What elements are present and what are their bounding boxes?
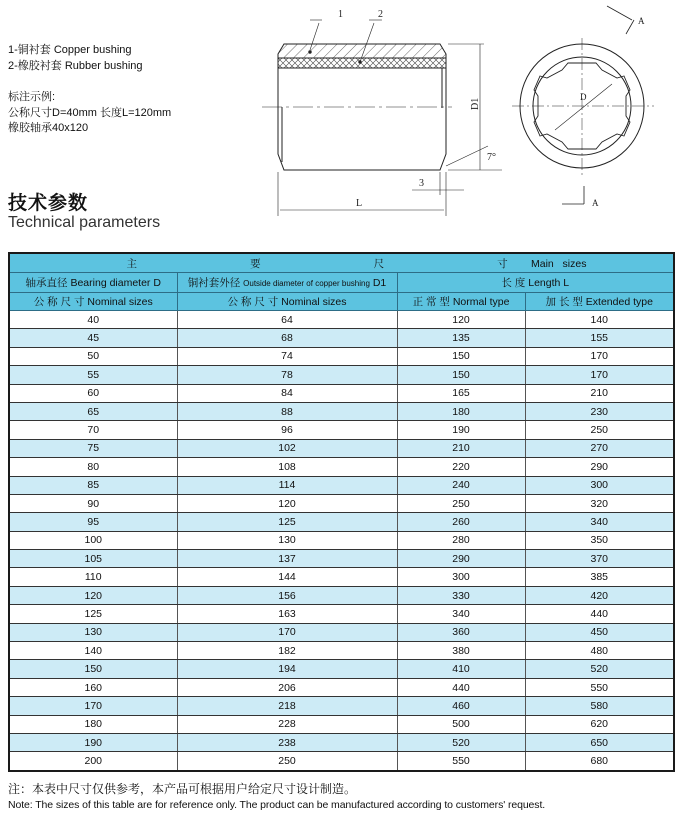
cell-extended-length: 230 [525, 402, 674, 420]
table-body [9, 311, 674, 771]
side-view [262, 20, 502, 216]
table-row [9, 366, 674, 384]
cell-extended-length: 550 [525, 678, 674, 696]
table-row [9, 458, 674, 476]
cell-extended-length: 520 [525, 660, 674, 678]
header-row-3 [9, 293, 674, 311]
header-main-en-1: Main [531, 257, 554, 270]
example-line-2: 橡胶轴承40x120 [8, 122, 89, 134]
end-view [512, 6, 654, 204]
cell-normal-length: 550 [397, 752, 525, 771]
cell-normal-length: 240 [397, 476, 525, 494]
cell-outside-diameter: 170 [177, 623, 397, 641]
table-row [9, 494, 674, 512]
technical-parameters-table [8, 252, 675, 772]
table-row [9, 752, 674, 771]
cell-extended-length: 300 [525, 476, 674, 494]
cell-extended-length: 320 [525, 494, 674, 512]
cell-normal-length: 380 [397, 642, 525, 660]
cell-extended-length: 680 [525, 752, 674, 771]
cell-extended-length: 250 [525, 421, 674, 439]
header-extended-type: 加 长 型 Extended type [525, 293, 674, 311]
cell-outside-diameter: 194 [177, 660, 397, 678]
cell-extended-length: 140 [525, 311, 674, 329]
cell-extended-length: 480 [525, 642, 674, 660]
cell-bearing-diameter: 65 [9, 402, 177, 420]
cell-bearing-diameter: 140 [9, 642, 177, 660]
callout-2: 2 [378, 9, 383, 20]
cell-bearing-diameter: 100 [9, 531, 177, 549]
cell-bearing-diameter: 120 [9, 586, 177, 604]
cell-bearing-diameter: 130 [9, 623, 177, 641]
example-heading: 标注示例: [8, 91, 56, 103]
cell-outside-diameter: 238 [177, 733, 397, 751]
cell-outside-diameter: 218 [177, 697, 397, 715]
cell-normal-length: 180 [397, 402, 525, 420]
table-row [9, 715, 674, 733]
dim-d1-label: D1 [470, 97, 481, 110]
section-title-cn: 技术参数 [8, 193, 89, 214]
cell-extended-length: 170 [525, 347, 674, 365]
header-outside-diameter [177, 273, 397, 293]
cell-outside-diameter: 84 [177, 384, 397, 402]
cell-outside-diameter: 137 [177, 550, 397, 568]
section-mark-top: A [638, 16, 645, 26]
table-row [9, 605, 674, 623]
table-row [9, 568, 674, 586]
cell-extended-length: 620 [525, 715, 674, 733]
cell-outside-diameter: 156 [177, 586, 397, 604]
table-row [9, 660, 674, 678]
cell-extended-length: 270 [525, 439, 674, 457]
cell-outside-diameter: 108 [177, 458, 397, 476]
cell-bearing-diameter: 90 [9, 494, 177, 512]
cell-extended-length: 350 [525, 531, 674, 549]
table-row [9, 550, 674, 568]
cell-normal-length: 120 [397, 311, 525, 329]
cell-outside-diameter: 64 [177, 311, 397, 329]
table-row [9, 476, 674, 494]
cell-bearing-diameter: 75 [9, 439, 177, 457]
callout-1: 1 [338, 9, 343, 20]
cell-normal-length: 330 [397, 586, 525, 604]
header-bearing-diameter: 轴承直径 Bearing diameter D [9, 273, 177, 293]
table-row [9, 421, 674, 439]
cell-normal-length: 250 [397, 494, 525, 512]
cell-extended-length: 170 [525, 366, 674, 384]
bushing-technical-drawing [262, 0, 680, 222]
dim-3-label: 3 [419, 178, 424, 189]
cell-bearing-diameter: 60 [9, 384, 177, 402]
example-line-1: 公称尺寸D=40mm 长度L=120mm [8, 106, 172, 119]
cell-outside-diameter: 78 [177, 366, 397, 384]
cell-extended-length: 440 [525, 605, 674, 623]
cell-normal-length: 340 [397, 605, 525, 623]
cell-extended-length: 340 [525, 513, 674, 531]
cell-bearing-diameter: 150 [9, 660, 177, 678]
table-row [9, 697, 674, 715]
table-row [9, 439, 674, 457]
cell-normal-length: 220 [397, 458, 525, 476]
cell-outside-diameter: 206 [177, 678, 397, 696]
cell-extended-length: 650 [525, 733, 674, 751]
cell-bearing-diameter: 160 [9, 678, 177, 696]
section-mark-bottom: A [592, 198, 599, 208]
table-row [9, 642, 674, 660]
cell-bearing-diameter: 105 [9, 550, 177, 568]
cell-normal-length: 520 [397, 733, 525, 751]
table-row [9, 678, 674, 696]
parts-legend [8, 42, 143, 74]
cell-normal-length: 440 [397, 678, 525, 696]
cell-extended-length: 450 [525, 623, 674, 641]
header-main-char-4: 寸 [497, 257, 508, 270]
cell-bearing-diameter: 110 [9, 568, 177, 586]
cell-bearing-diameter: 70 [9, 421, 177, 439]
header-outside-diameter-cn: 铜衬套外径 [187, 277, 241, 289]
legend-item-copper-bushing: 1-铜衬套 Copper bushing [8, 44, 132, 56]
cell-extended-length: 420 [525, 586, 674, 604]
cell-normal-length: 500 [397, 715, 525, 733]
cell-outside-diameter: 88 [177, 402, 397, 420]
header-row-2 [9, 273, 674, 293]
cell-outside-diameter: 130 [177, 531, 397, 549]
note-cn: 注：本表中尺寸仅供参考，本产品可根据用户给定尺寸设计制造。 [8, 782, 357, 796]
cell-bearing-diameter: 125 [9, 605, 177, 623]
cell-bearing-diameter: 200 [84, 755, 103, 768]
cell-normal-length: 290 [397, 550, 525, 568]
cell-outside-diameter: 182 [177, 642, 397, 660]
cell-bearing-diameter: 55 [9, 366, 177, 384]
table-row [9, 586, 674, 604]
cell-outside-diameter: 163 [177, 605, 397, 623]
cell-bearing-diameter: 180 [9, 715, 177, 733]
cell-extended-length: 210 [525, 384, 674, 402]
header-normal-type: 正 常 型 Normal type [397, 293, 525, 311]
dim-d-label: D [580, 92, 587, 102]
table-row [9, 347, 674, 365]
marking-example [8, 90, 171, 137]
cell-bearing-diameter: 80 [9, 458, 177, 476]
header-main-char-3: 尺 [373, 257, 385, 270]
cell-normal-length: 280 [397, 531, 525, 549]
cell-extended-length: 290 [525, 458, 674, 476]
table-row [9, 329, 674, 347]
cell-bearing-diameter: 85 [9, 476, 177, 494]
header-main-en-2: sizes [562, 257, 587, 270]
header-main-tail [497, 256, 586, 271]
cell-outside-diameter: 68 [177, 329, 397, 347]
cell-outside-diameter: 144 [177, 568, 397, 586]
table-row [9, 513, 674, 531]
header-outside-diameter-en: Outside diameter of copper bushing [243, 279, 370, 288]
cell-normal-length: 410 [397, 660, 525, 678]
cell-normal-length: 210 [397, 439, 525, 457]
cell-extended-length: 385 [525, 568, 674, 586]
cell-outside-diameter: 228 [177, 715, 397, 733]
cell-outside-diameter: 120 [177, 494, 397, 512]
cell-normal-length: 360 [397, 623, 525, 641]
cell-extended-length: 580 [525, 697, 674, 715]
section-title-en: Technical parameters [8, 214, 161, 231]
cell-bearing-diameter: 50 [9, 347, 177, 365]
header-length: 长 度 Length L [397, 273, 674, 293]
header-main-sizes [9, 253, 674, 273]
cell-extended-length: 370 [525, 550, 674, 568]
table-row [9, 402, 674, 420]
cell-normal-length: 165 [397, 384, 525, 402]
dim-l-label: L [356, 198, 363, 209]
table-row [9, 733, 674, 751]
cell-normal-length: 150 [397, 347, 525, 365]
cell-normal-length: 460 [397, 697, 525, 715]
cell-extended-length: 155 [525, 329, 674, 347]
table-row [9, 623, 674, 641]
cell-outside-diameter: 74 [177, 347, 397, 365]
cell-normal-length: 260 [397, 513, 525, 531]
header-nominal-sizes-1: 公 称 尺 寸 Nominal sizes [9, 293, 177, 311]
cell-outside-diameter: 125 [177, 513, 397, 531]
cell-normal-length: 300 [397, 568, 525, 586]
cell-bearing-diameter: 170 [9, 697, 177, 715]
cell-bearing-diameter: 190 [9, 733, 177, 751]
cell-normal-length: 150 [397, 366, 525, 384]
cell-outside-diameter: 114 [177, 476, 397, 494]
table-row [9, 531, 674, 549]
cell-bearing-diameter: 40 [9, 311, 177, 329]
cell-normal-length: 190 [397, 421, 525, 439]
rubber-layer [278, 58, 446, 68]
cell-outside-diameter: 96 [177, 421, 397, 439]
cell-outside-diameter: 102 [177, 439, 397, 457]
header-row-main [9, 253, 674, 273]
cell-bearing-diameter: 95 [9, 513, 177, 531]
note-en: Note: The sizes of this table are for reference only. The product can be manufactured according to customers' request. [8, 799, 546, 811]
cell-outside-diameter: 250 [177, 752, 397, 771]
cell-normal-length: 135 [397, 329, 525, 347]
table-row [9, 384, 674, 402]
legend-item-rubber-bushing: 2-橡胶衬套 Rubber bushing [8, 60, 143, 72]
header-outside-diameter-symbol: D1 [372, 277, 387, 289]
header-main-char-2: 要 [250, 257, 261, 270]
table-row [9, 311, 674, 329]
header-nominal-sizes-2: 公 称 尺 寸 Nominal sizes [177, 293, 397, 311]
header-main-char-1: 主 [126, 257, 138, 270]
cell-bearing-diameter: 45 [9, 329, 177, 347]
dim-angle-label: 7° [487, 152, 496, 163]
